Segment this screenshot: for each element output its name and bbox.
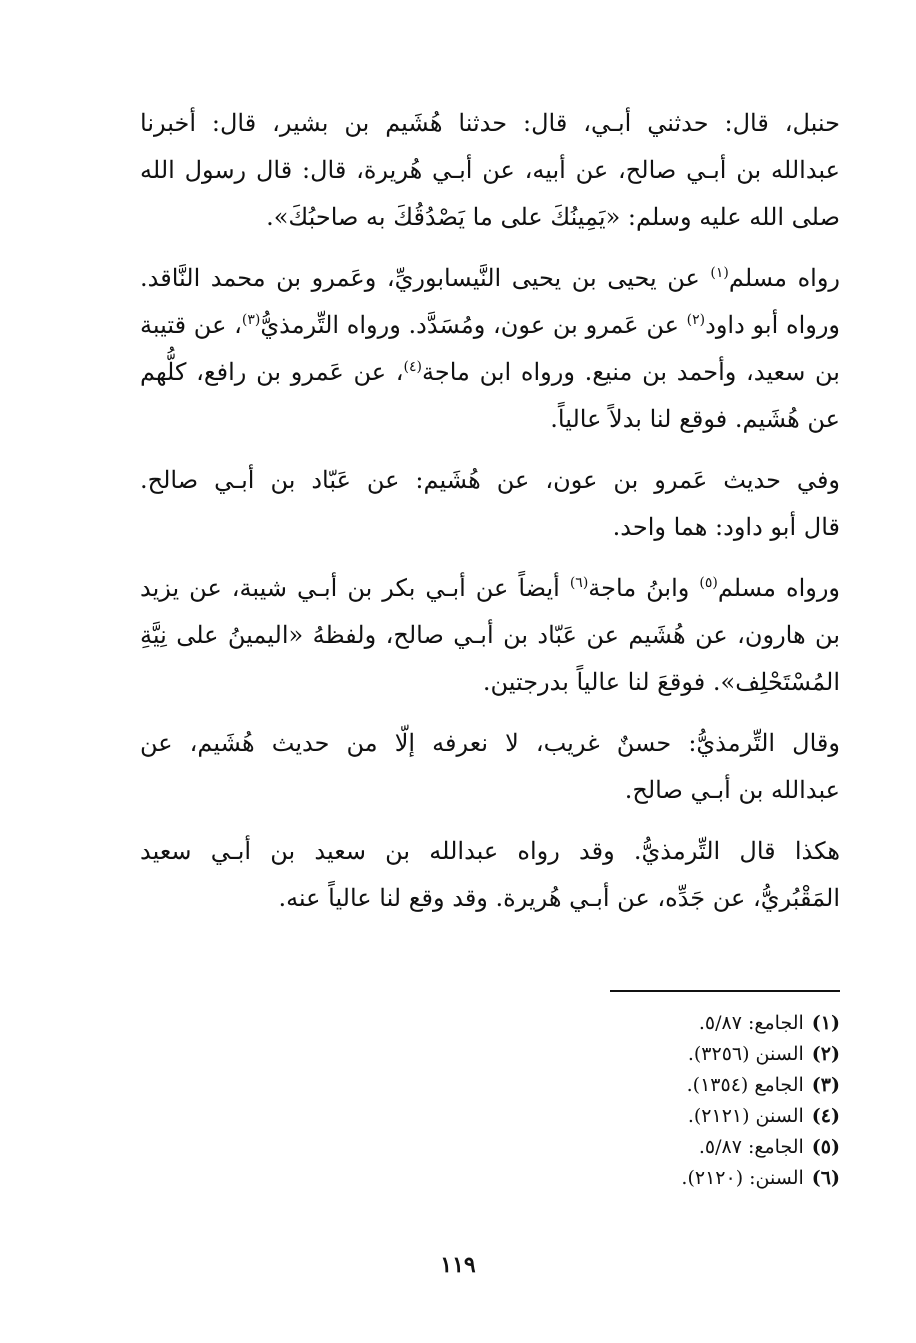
footnotes [440, 1008, 840, 1194]
footnote-number: (٢) [811, 1043, 840, 1065]
paragraph-1 [140, 100, 840, 241]
paragraph-text: عن عَمرو بن عون، ومُسَدَّد. ورواه التِّرمذيُّ [260, 311, 687, 339]
footnote-number: (٣) [811, 1074, 840, 1096]
footnote-number: (٤) [811, 1105, 840, 1127]
footnote-ref-2[interactable]: (٢) [686, 312, 706, 328]
page-number: ١١٩ [440, 1252, 476, 1278]
paragraph-line: عبدالله بن أبـي صالح. [624, 776, 840, 804]
paragraph-text: وابنُ ماجة [588, 574, 700, 602]
paragraph-6 [140, 828, 840, 922]
paragraph-text: ورواه مسلم [717, 574, 841, 602]
footnote-ref-1[interactable]: (١) [710, 265, 729, 281]
paragraph-text: ، عن عَمرو بن رافع، كلُّهم عن هُشَيم. فوقع لنا بدلاً عالياً. [140, 358, 840, 433]
paragraph-line: وقال التِّرمذيُّ: حسنٌ غريب، لا نعرفه إلّا من حديث هُشَيم، عن [140, 729, 840, 757]
footnote-number: (٥) [811, 1136, 840, 1158]
paragraph-text: عن يحيى بن يحيى النَّيسابوريِّ، وعَمرو بن محمد النَّاقد. ورواه أبو داود [140, 264, 841, 339]
paragraph-line: عبدالله بن أبـي صالح، عن أبيه، عن أبـي هُريرة، قال: قال رسول الله [140, 156, 840, 184]
footnote-item [440, 1101, 840, 1132]
footnote-text: السنن: (٢١٢٠). [681, 1167, 804, 1189]
footnote-item [440, 1039, 840, 1070]
footnote-ref-6[interactable]: (٦) [569, 575, 589, 591]
paragraph-line: حنبل، قال: حدثني أبـي، قال: حدثنا هُشَيم بن بشير، قال: أخبرنا [140, 109, 840, 137]
paragraph-line: المَقْبُريُّ، عن جَدِّه، عن أبـي هُريرة. وقد وقع لنا عالياً عنه. [278, 884, 840, 912]
footnote-number: (١) [811, 1012, 840, 1034]
footnote-text: السنن (٢١٢١). [687, 1105, 804, 1127]
paragraph-text: أيضاً عن أبـي بكر بن أبـي شيبة، عن يزيد بن هارون، عن هُشَيم عن عَبّاد بن أبـي صالح، ولفظهُ «اليمينُ على نِيَّةِ المُسْتَحْلِف». فوقعَ لنا عالياً بدرجتين. [140, 574, 840, 696]
paragraph-4 [140, 565, 840, 706]
paragraph-line: وفي حديث عَمرو بن عون، عن هُشَيم: عن عَبّاد بن أبـي صالح. [140, 466, 841, 494]
paragraph-2 [140, 255, 840, 443]
footnote-text: الجامع: ٥/٨٧. [698, 1012, 804, 1034]
paragraph-line: هكذا قال التِّرمذيُّ. وقد رواه عبدالله بن سعيد بن أبـي سعيد [140, 837, 840, 865]
main-text [140, 100, 840, 936]
paragraph-text: رواه مسلم [728, 264, 841, 292]
paragraph-5 [140, 720, 840, 814]
footnote-item [440, 1070, 840, 1101]
footnote-text: الجامع (١٣٥٤). [686, 1074, 804, 1096]
footnote-text: السنن (٣٢٥٦). [687, 1043, 804, 1065]
footnote-item [440, 1132, 840, 1163]
footnote-ref-4[interactable]: (٤) [403, 359, 423, 375]
paragraph-3 [140, 457, 840, 551]
footnote-number: (٦) [811, 1167, 840, 1189]
footnote-ref-5[interactable]: (٥) [699, 575, 718, 591]
footnote-item [440, 1008, 840, 1039]
paragraph-line: قال أبو داود: هما واحد. [612, 513, 840, 541]
paragraph-text: ، عن قتيبة بن سعيد، وأحمد بن منيع. ورواه ابن ماجة [140, 311, 840, 386]
footnote-item [440, 1163, 840, 1194]
footnote-ref-3[interactable]: (٣) [241, 312, 261, 328]
footnote-text: الجامع: ٥/٨٧. [698, 1136, 804, 1158]
paragraph-line: صلى الله عليه وسلم: «يَمِينُكَ على ما يَصْدُقُكَ به صاحبُكَ». [266, 203, 840, 231]
footnote-separator [610, 990, 840, 992]
